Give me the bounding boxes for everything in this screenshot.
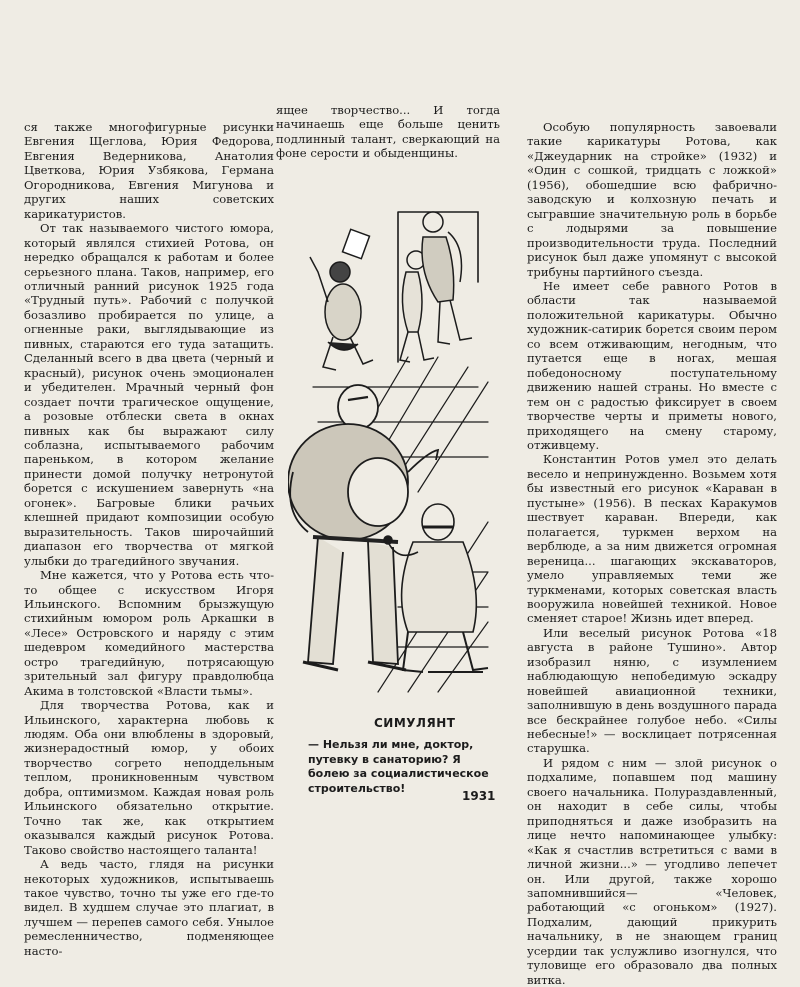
paragraph: Для творчества Ротова, как и Ильинского, характерна любовь к людям. Оба они влюблены в здоровый, жизнерадостный юмор, у обоих творчество согрето неподдельным теплом, проникновенным чувством добра, оптимизмом. Каждая новая роль Ильинского обязательно открытие. Точно так же, как открытием оказывался каждый рисунок Ротова. Таково свойство настоящего таланта! <box>24 698 274 857</box>
paragraph: Особую популярность завоевали такие карикатуры Ротова, как «Джеударник на стройке» (1932) и «Один с сошкой, тридцать с ложкой» (1956), обошедшие всю фабрично-заводскую и колхозную печать и сыгравшие значительную роль в борьбе с лодырями за повышение производительности труда. Последний рисунок был даже упомянут с высокой трибуны партийного съезда. <box>527 120 777 279</box>
caption-text: — Нельзя ли мне, доктор, путевку в санаторию? Я болею за социалистическое строительство! <box>308 738 489 795</box>
paragraph: ящее творчество... И тогда начинаешь еще больше ценить подлинный талант, сверкающий на фоне серости и обыденщины. <box>276 103 500 161</box>
paragraph: Или веселый рисунок Ротова «18 августа в районе Тушино». Автор изобразил няню, с изумлением наблюдающую непобедимую эскадру новейшей авиационной техники, заполнившую в день воздушного парада все бескрайнее голубое небо. «Силы небесные!» — восклицает потрясенная старушка. <box>527 625 777 756</box>
paragraph: Мне кажется, что у Ротова есть что-то общее с искусством Игоря Ильинского. Вспомним брызжущую стихийным юмором роль Аркашки в «Лесе» Островского и наряду с этим шедевром комедийного мастерства остро трагедийную, потрясающую зрительный зал фигуру правдолюбца Акима в толстовской «Власти тьмы». <box>24 568 274 698</box>
text-column-middle <box>276 103 500 161</box>
cartoon-illustration <box>288 192 508 697</box>
paragraph: А ведь часто, глядя на рисунки некоторых художников, испытываешь такое чувство, точно ты уже его где-то видел. В худшем случае это плагиат, в лучшем — перепев самого себя. Унылое ремесленничество, подменяющее насто- <box>24 857 274 958</box>
paragraph: Не имеет себе равного Ротов в области так называемой положительной карикатуры. Обычно художник-сатирик борется своим пером со всем отживающим, негодным, что путается еще в ногах, мешая победоносному поступательному движению нашей страны. Но вместе с тем он с радостью фиксирует в своем творчестве черты и приметы нового, приходящего на смену старому, отживцему. <box>527 278 777 452</box>
paragraph: ся также многофигурные рисунки Евгения Щеглова, Юрия Федорова, Евгения Ведерникова, Анатолия Цветкова, Юрия Узбякова, Германа Огородникова, Евгения Мигунова и других наших советских карикатуристов. <box>24 120 274 221</box>
caption-title: СИМУЛЯНТ <box>374 716 456 730</box>
paragraph: И рядом с ним — злой рисунок о подхалиме, попавшем под машину своего начальника. Полураздавленный, он находит в себе силы, чтобы приподняться и даже изобразить на лице нечто напоминающее улыбку: «Как я счастлив встретиться с вами в личной жизни...» — угодливо лепечет он. Или другой, также хорошо запомнившийся— «Человек, работающий «с огоньком» (1927). Подхалим, дающий прикурить начальнику, в не знающем границ усердии так услужливо изогнулся, что туловище его образовало два полных витка. <box>527 755 777 987</box>
text-column-left <box>24 120 274 958</box>
paragraph: От так называемого чистого юмора, который являлся стихией Ротова, он нередко обращался к работам и более серьезного плана. Таков, например, его отличный ранний рисунок 1925 года «Трудный путь». Рабочий с получкой бозазливо пробирается по улице, а огненные раки, выглядывающие из пивных, стараются его туда затащить. Сделанный всего в два цвета (черный и красный), рисунок очень эмоционален и убедителен. Мрачный черный фон создает почти трагическое ощущение, а розовые отблески света в окнах пивных как бы выражают силу соблазна, испытываемого рабочим пареньком, в котором желание принести домой получку нетронутой борется с искушением завернуть «на огонек». Багровые блики рачьих клешней придают композиции особую выразительность. Таков широчайший диапазон его творчества от мягкой улыбки до трагедийного звучания. <box>24 221 274 568</box>
paragraph: Константин Ротов умел это делать весело и непринужденно. Возьмем хотя бы известный его рисунок «Караван в пустыне» (1956). В песках Каракумов шествует караван. Впереди, как полагается, туркмен верхом на верблюде, а за ним движется огромная вереница... шагающих экскаваторов, умело управляемых теми же туркменами, которых советская власть вооружила новейшей техникой. Новое сменяет старое! Жизнь идет вперед. <box>527 452 777 626</box>
text-column-right <box>527 120 777 987</box>
caption-year: 1931 <box>462 789 496 803</box>
